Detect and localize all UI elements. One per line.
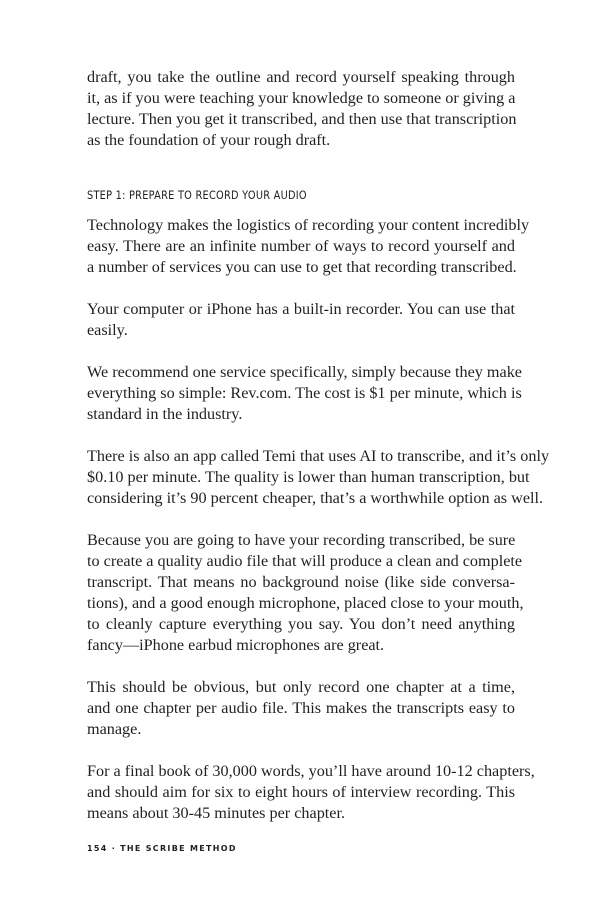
text-line: considering it’s 90 percent cheaper, that’s a worthwhile option as well. bbox=[87, 489, 544, 507]
page-footer bbox=[87, 844, 237, 853]
paragraph bbox=[87, 530, 524, 656]
book-title: THE SCRIBE METHOD bbox=[120, 844, 237, 853]
text-line: standard in the industry. bbox=[87, 405, 243, 423]
paragraph bbox=[87, 362, 522, 425]
text-line: We recommend one service specifically, simply because they make bbox=[87, 363, 522, 381]
section-heading: STEP 1: PREPARE TO RECORD YOUR AUDIO bbox=[87, 188, 307, 202]
text-line: fancy—iPhone earbud microphones are great. bbox=[87, 636, 385, 654]
section-body bbox=[87, 215, 550, 824]
text-line: draft, you take the outline and record yourself speaking through bbox=[87, 68, 515, 86]
paragraph bbox=[87, 299, 515, 341]
paragraph bbox=[87, 446, 550, 509]
text-line: means about 30-45 minutes per chapter. bbox=[87, 804, 346, 822]
paragraph bbox=[87, 215, 530, 278]
text-line: There is also an app called Temi that uses AI to transcribe, and it’s only bbox=[87, 447, 550, 465]
page-body bbox=[87, 67, 550, 845]
paragraph bbox=[87, 761, 535, 824]
text-line: and one chapter per audio file. This makes the transcripts easy to bbox=[87, 699, 515, 717]
text-line: Technology makes the logistics of recording your content incredibly bbox=[87, 216, 530, 234]
text-line: transcript. That means no background noise (like side conversa- bbox=[87, 573, 515, 591]
footer-separator: · bbox=[111, 844, 117, 853]
intro-paragraph bbox=[87, 67, 515, 151]
text-line: it, as if you were teaching your knowledge to someone or giving a bbox=[87, 89, 516, 107]
text-line: to cleanly capture everything you say. You don’t need anything bbox=[87, 615, 515, 633]
text-line: manage. bbox=[87, 720, 142, 738]
text-line: $0.10 per minute. The quality is lower than human transcription, but bbox=[87, 468, 530, 486]
text-line: lecture. Then you get it transcribed, and then use that transcription bbox=[87, 110, 517, 128]
text-line: and should aim for six to eight hours of interview recording. This bbox=[87, 783, 515, 801]
text-line: tions), and a good enough microphone, placed close to your mouth, bbox=[87, 594, 524, 612]
page-number: 154 bbox=[87, 844, 108, 853]
text-line: a number of services you can use to get that recording transcribed. bbox=[87, 258, 517, 276]
text-line: For a final book of 30,000 words, you’ll have around 10-12 chapters, bbox=[87, 762, 535, 780]
text-line: to create a quality audio file that will produce a clean and complete bbox=[87, 552, 523, 570]
text-line: easy. There are an infinite number of ways to record yourself and bbox=[87, 237, 515, 255]
text-line: Because you are going to have your recording transcribed, be sure bbox=[87, 531, 516, 549]
text-line: Your computer or iPhone has a built-in recorder. You can use that bbox=[87, 300, 515, 318]
text-line: This should be obvious, but only record one chapter at a time, bbox=[87, 678, 515, 696]
paragraph bbox=[87, 677, 515, 740]
text-line: everything so simple: Rev.com. The cost is $1 per minute, which is bbox=[87, 384, 522, 402]
text-line: easily. bbox=[87, 321, 128, 339]
text-line: as the foundation of your rough draft. bbox=[87, 131, 331, 149]
